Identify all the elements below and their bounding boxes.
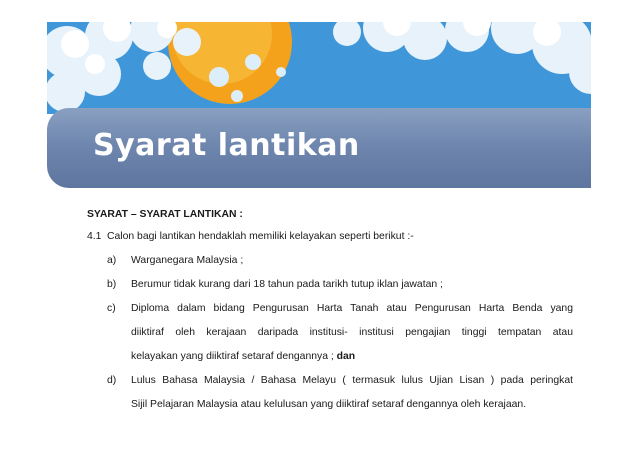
- list-item-text: Warganegara Malaysia ;: [131, 255, 244, 266]
- intro-number: 4.1: [87, 231, 102, 242]
- list-item-text: Berumur tidak kurang dari 18 tahun pada tarikh tutup iklan jawatan ;: [131, 279, 443, 290]
- list-item-text-last: [131, 350, 355, 363]
- list-marker: c): [107, 303, 116, 314]
- intro-text: Calon bagi lantikan hendaklah memiliki kelayakan seperti berikut :-: [107, 231, 414, 242]
- list-marker: a): [107, 255, 117, 266]
- list-marker: d): [107, 375, 117, 386]
- list-item-text: Lulus Bahasa Malaysia / Bahasa Melayu ( termasuk lulus Ujian Lisan ) pada peringkat: [131, 375, 573, 386]
- slide-title: Syarat lantikan: [93, 128, 360, 163]
- list-item-text: Diploma dalam bidang Pengurusan Harta Tanah atau Pengurusan Harta Benda yang: [131, 303, 573, 314]
- list-item-text: kelayakan yang diiktiraf setaraf dengannya ;: [131, 351, 334, 362]
- document-heading: SYARAT – SYARAT LANTIKAN :: [87, 209, 243, 220]
- list-marker: b): [107, 279, 117, 290]
- list-item-text: diiktiraf oleh kerajaan daripada institusi- institusi pengajian tinggi tempatan atau: [131, 327, 573, 338]
- document-excerpt: [83, 200, 573, 428]
- presentation-slide: [47, 22, 591, 428]
- list-item-text: Sijil Pelajaran Malaysia atau kelulusan yang diiktiraf setaraf dengannya oleh kerajaan.: [131, 399, 527, 410]
- conjunction-dan: dan: [336, 351, 356, 362]
- intro-paragraph: [87, 230, 414, 243]
